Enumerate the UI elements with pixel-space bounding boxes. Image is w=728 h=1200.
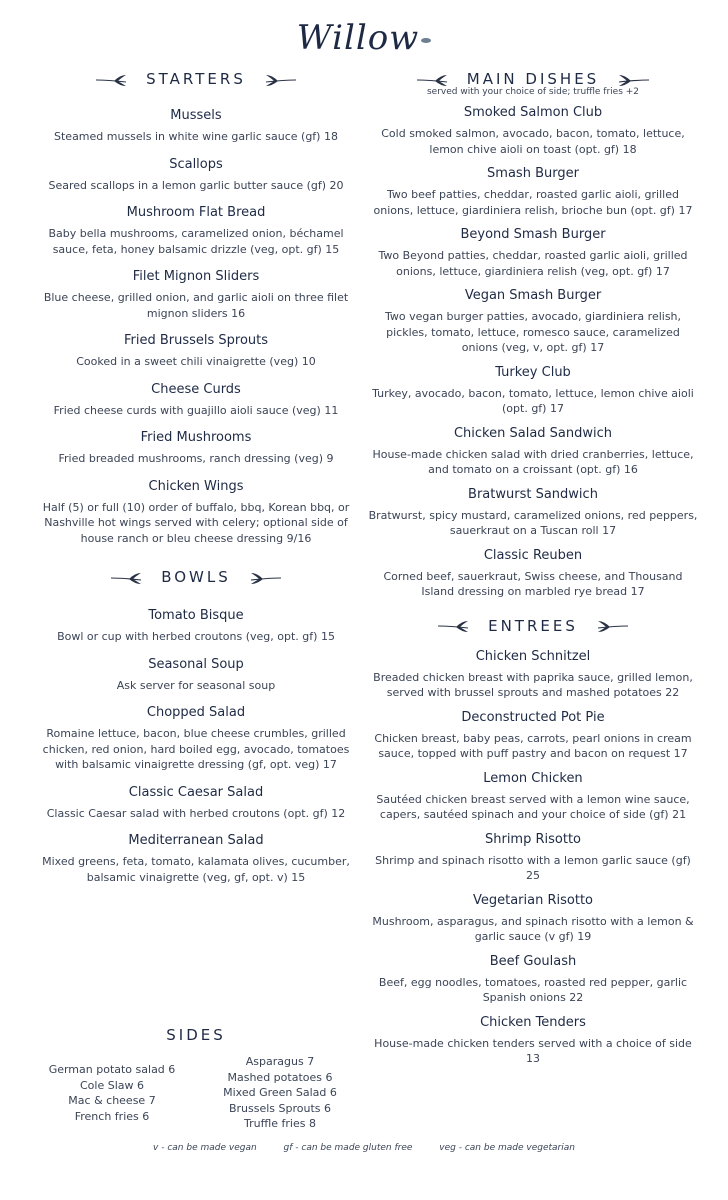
- menu-item: [368, 105, 698, 157]
- item-desc: Two vegan burger patties, avocado, giardiniera relish, pickles, tomato, lettuce, romesco sauce, caramelized onions (veg, v, opt. gf) 17: [384, 310, 682, 354]
- menu-item: [368, 954, 698, 1006]
- item-name: Shrimp Risotto: [484, 831, 581, 847]
- side-item: Mac & cheese 7: [68, 1094, 156, 1107]
- menu-item: [368, 288, 698, 356]
- item-desc: Half (5) or full (10) order of buffalo, bbq, Korean bbq, or Nashville hot wings served with celery; optional side of house ranch or bleu cheese dressing 9/16: [42, 500, 350, 545]
- menu-item: [34, 785, 358, 822]
- side-item: Mashed potatoes 6: [227, 1070, 333, 1084]
- starters-heading: [34, 66, 358, 92]
- legend-item: gf - can be made gluten free: [283, 1143, 413, 1153]
- item-desc: Chicken breast, baby peas, carrots, pearl onions in cream sauce, topped with puff pastry and bacon on request 17: [374, 731, 692, 760]
- menu-item: [34, 479, 358, 547]
- item-name: Seasonal Soup: [148, 656, 244, 672]
- item-desc: Baby bella mushrooms, caramelized onion, béchamel sauce, feta, honey balsamic drizzle (veg, opt. gf) 15: [48, 227, 344, 256]
- item-desc: House-made chicken tenders served with a choice of side 13: [374, 1036, 692, 1065]
- item-desc: Two Beyond patties, cheddar, roasted garlic aioli, grilled onions, lettuce, giardiniera relish (veg, opt. gf) 17: [378, 249, 688, 278]
- item-desc: Fried breaded mushrooms, ranch dressing (veg) 9: [58, 452, 334, 465]
- ornament-right-icon: [249, 571, 283, 585]
- item-desc: Breaded chicken breast with paprika sauce, grilled lemon, served with brussel sprouts and mashed potatoes 22: [373, 670, 693, 699]
- item-desc: Mixed greens, feta, tomato, kalamata olives, cucumber, balsamic vinaigrette (veg, gf, opt. v) 15: [42, 855, 350, 884]
- item-name: Deconstructed Pot Pie: [461, 709, 605, 725]
- item-name: Chicken Tenders: [480, 1014, 586, 1030]
- item-name: Chicken Salad Sandwich: [453, 425, 613, 441]
- legend-item: v - can be made vegan: [153, 1143, 257, 1153]
- side-item: Truffle fries 8: [244, 1117, 316, 1130]
- menu-item: [34, 269, 358, 321]
- menu-item: [368, 548, 698, 600]
- menu-item: [34, 833, 358, 885]
- ornament-left-icon: [415, 73, 449, 87]
- item-name: Chicken Schnitzel: [475, 648, 591, 664]
- item-name: Chicken Wings: [148, 478, 244, 494]
- item-desc: Romaine lettuce, bacon, blue cheese crumbles, grilled chicken, red onion, hard boiled egg, avocado, tomatoes with balsamic vinaigrette dressing (gf, opt. veg) 17: [42, 727, 350, 771]
- item-name: Beyond Smash Burger: [460, 227, 606, 242]
- ornament-left-icon: [436, 619, 470, 633]
- item-name: Vegan Smash Burger: [464, 288, 602, 303]
- menu-item: [34, 108, 358, 145]
- item-desc: Seared scallops in a lemon garlic butter sauce (gf) 20: [48, 178, 344, 192]
- menu-item: [368, 426, 698, 478]
- side-item: Brussels Sprouts 6: [228, 1101, 332, 1115]
- item-name: Bratwurst Sandwich: [468, 486, 598, 502]
- sides-heading: [34, 1022, 358, 1048]
- item-desc: Ask server for seasonal soup: [116, 678, 276, 692]
- item-desc: Fried cheese curds with guajillo aioli sauce (veg) 11: [53, 403, 339, 417]
- item-name: Vegetarian Risotto: [472, 892, 593, 908]
- bowls-title: BOWLS: [161, 568, 231, 586]
- menu-item: [368, 365, 698, 417]
- menu-item: [368, 166, 698, 218]
- menu-item: [368, 649, 698, 701]
- menu-item: [368, 832, 698, 884]
- entrees-heading: [368, 613, 698, 639]
- entrees-title: ENTREES: [488, 616, 578, 635]
- item-name: Classic Caesar Salad: [128, 784, 264, 800]
- menu-item: [368, 227, 698, 279]
- menu-item: [34, 705, 358, 773]
- item-name: Fried Mushrooms: [140, 430, 252, 445]
- item-desc: House-made chicken salad with dried cranberries, lettuce, and tomato on a croissant (opt. gf) 16: [372, 447, 694, 476]
- menu-item: [34, 382, 358, 419]
- item-desc: Two beef patties, cheddar, roasted garlic aioli, grilled onions, lettuce, giardiniera relish, brioche bun (opt. gf) 17: [373, 188, 693, 217]
- item-desc: Shrimp and spinach risotto with a lemon garlic sauce (gf) 25: [375, 853, 691, 882]
- item-name: Lemon Chicken: [483, 770, 583, 786]
- sides-title: SIDES: [166, 1026, 226, 1044]
- main-dishes-heading: [368, 66, 698, 92]
- menu-item: [34, 608, 358, 645]
- item-name: Filet Mignon Sliders: [132, 269, 260, 284]
- legend-item: veg - can be made vegetarian: [439, 1143, 575, 1153]
- menu-item: [34, 430, 358, 467]
- menu-item: [368, 710, 698, 762]
- item-desc: Classic Caesar salad with herbed croutons (opt. gf) 12: [46, 806, 346, 820]
- item-desc: Sautéed chicken breast served with a lemon wine sauce, capers, sautéed spinach and your choice of side (gf) 21: [376, 792, 690, 821]
- item-name: Mushroom Flat Bread: [126, 205, 266, 220]
- brand-name: Willow: [296, 18, 420, 58]
- left-column: [34, 66, 358, 897]
- menu-item: [368, 487, 698, 539]
- ornament-left-icon: [109, 571, 143, 585]
- menu-item: [368, 771, 698, 823]
- sides-section: [34, 1022, 358, 1132]
- side-item: Cole Slaw 6: [79, 1078, 144, 1092]
- side-item: Mixed Green Salad 6: [223, 1086, 337, 1099]
- side-item: German potato salad 6: [48, 1063, 176, 1076]
- leaf-icon: [421, 38, 431, 43]
- side-item: French fries 6: [74, 1109, 150, 1123]
- item-desc: Cold smoked salmon, avocado, bacon, tomato, lettuce, lemon chive aioli on toast (opt. gf) 18: [381, 127, 685, 156]
- item-name: Turkey Club: [495, 364, 571, 380]
- ornament-right-icon: [617, 73, 651, 87]
- menu-item: [368, 893, 698, 945]
- item-name: Cheese Curds: [151, 381, 241, 397]
- dietary-legend: [0, 1143, 728, 1153]
- item-desc: Beef, egg noodles, tomatoes, roasted red pepper, garlic Spanish onions 22: [378, 975, 688, 1004]
- right-column: [368, 66, 698, 1076]
- menu-item: [34, 657, 358, 694]
- menu-item: [368, 1015, 698, 1067]
- bowls-heading: [34, 564, 358, 590]
- item-name: Classic Reuben: [483, 547, 583, 563]
- ornament-right-icon: [596, 619, 630, 633]
- item-desc: Steamed mussels in white wine garlic sauce (gf) 18: [54, 130, 338, 143]
- item-desc: Bowl or cup with herbed croutons (veg, opt. gf) 15: [57, 630, 335, 643]
- item-name: Mediterranean Salad: [128, 833, 264, 848]
- brand-logo: [0, 18, 728, 58]
- item-name: Scallops: [169, 156, 223, 172]
- sides-right-list: [202, 1054, 358, 1132]
- item-desc: Corned beef, sauerkraut, Swiss cheese, and Thousand Island dressing on marbled rye bread 17: [383, 569, 683, 598]
- ornament-left-icon: [94, 73, 128, 87]
- item-name: Tomato Bisque: [148, 608, 244, 623]
- item-desc: Turkey, avocado, bacon, tomato, lettuce, lemon chive aioli (opt. gf) 17: [372, 386, 694, 415]
- starters-title: STARTERS: [146, 70, 246, 88]
- item-desc: Bratwurst, spicy mustard, caramelized onions, red peppers, sauerkraut on a Tuscan roll 17: [368, 508, 698, 537]
- menu-item: [34, 205, 358, 257]
- item-name: Chopped Salad: [146, 705, 246, 720]
- main-dishes-subtitle: served with your choice of side; truffle fries +2: [426, 87, 640, 97]
- item-name: Smoked Salmon Club: [463, 105, 603, 120]
- menu-item: [34, 333, 358, 370]
- item-desc: Mushroom, asparagus, and spinach risotto with a lemon & garlic sauce (v gf) 19: [372, 914, 694, 943]
- item-name: Fried Brussels Sprouts: [123, 333, 269, 348]
- item-desc: Cooked in a sweet chili vinaigrette (veg) 10: [76, 355, 316, 368]
- item-name: Smash Burger: [487, 166, 579, 181]
- sides-left-list: [34, 1054, 190, 1132]
- main-dishes-title: MAIN DISHES: [466, 70, 600, 88]
- item-name: Mussels: [170, 108, 222, 123]
- item-name: Beef Goulash: [489, 953, 577, 969]
- menu-item: [34, 157, 358, 194]
- item-desc: Blue cheese, grilled onion, and garlic aioli on three filet mignon sliders 16: [43, 291, 349, 320]
- ornament-right-icon: [264, 73, 298, 87]
- side-item: Asparagus 7: [245, 1055, 315, 1068]
